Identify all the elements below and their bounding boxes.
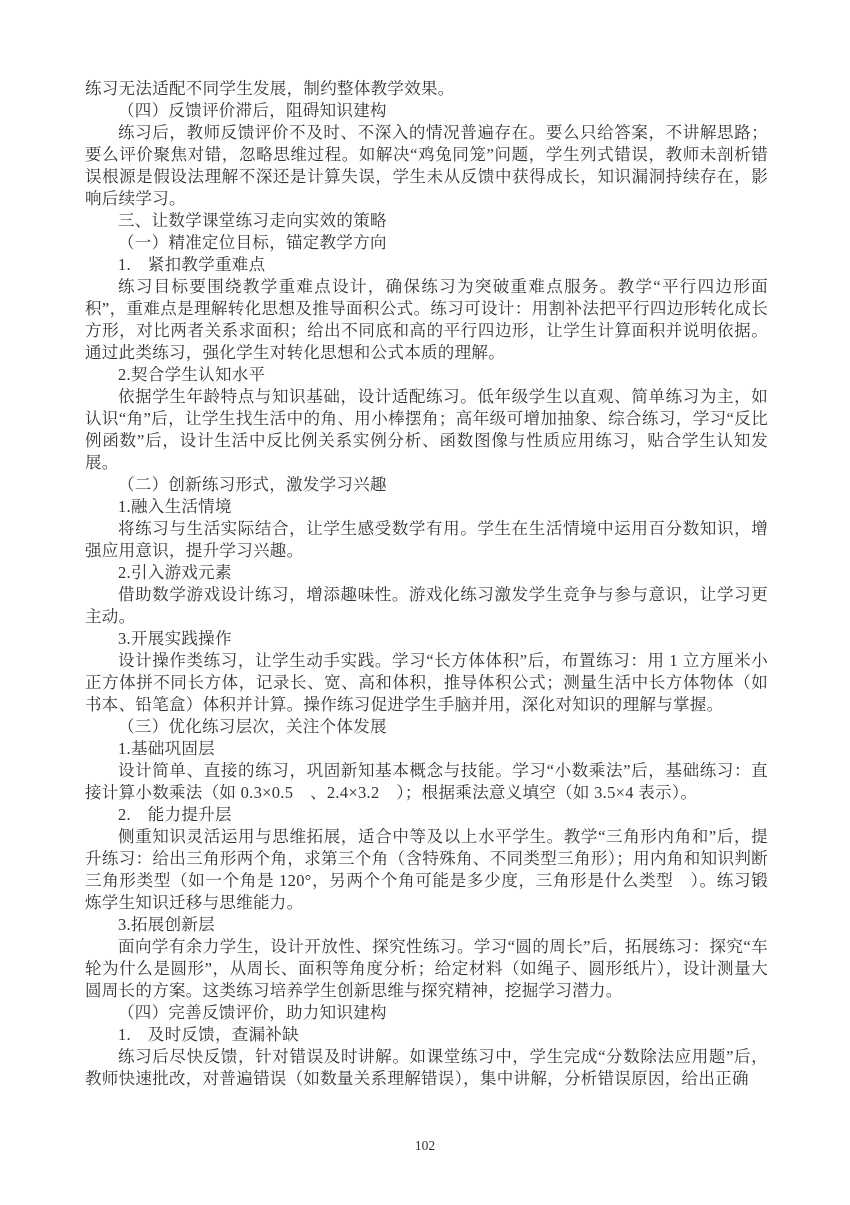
paragraph: 2.契合学生认知水平 xyxy=(118,365,266,384)
paragraph: 1.基础巩固层 xyxy=(118,739,215,758)
paragraph: 三、让数学课堂练习走向实效的策略 xyxy=(118,211,387,230)
paragraph: （四）反馈评价滞后，阻碍知识建构 xyxy=(118,101,387,120)
paragraph: 借助数学游戏设计练习，增添趣味性。游戏化练习激发学生竞争与参与意识，让学习更主动。 xyxy=(85,585,768,626)
paragraph: （二）创新练习形式，激发学习兴趣 xyxy=(118,475,387,494)
paragraph: 1. 紧扣教学重难点 xyxy=(118,255,266,274)
paragraph: （三）优化练习层次，关注个体发展 xyxy=(118,717,387,736)
paragraph: 依据学生年龄特点与知识基础，设计适配练习。低年级学生以直观、简单练习为主，如认识“角”后，让学生找生活中的角、用小棒摆角；高年级可增加抽象、综合练习，学习“反比例函数”后，设计生活中反比例关系实例分析、函数图像与性质应用练习，贴合学生认知发展。 xyxy=(85,387,768,472)
paragraph: 面向学有余力学生，设计开放性、探究性练习。学习“圆的周长”后，拓展练习：探究“车轮为什么是圆形”，从周长、面积等角度分析；给定材料（如绳子、圆形纸片），设计测量大圆周长的方案。这类练习培养学生创新思维与探究精神，挖掘学习潜力。 xyxy=(85,937,768,1000)
paragraph: 练习后，教师反馈评价不及时、不深入的情况普遍存在。要么只给答案，不讲解思路；要么评价聚焦对错，忽略思维过程。如解决“鸡兔同笼”问题，学生列式错误，教师未剖析错误根源是假设法理解不深还是计算失误，学生未从反馈中获得成长，知识漏洞持续存在，影响后续学习。 xyxy=(85,123,768,208)
paragraph: 侧重知识灵活运用与思维拓展，适合中等及以上水平学生。教学“三角形内角和”后，提升练习：给出三角形两个角，求第三个角（含特殊角、不同类型三角形）；用内角和知识判断三角形类型（如一个角是 120°，另两个个角可能是多少度，三角形是什么类型 ）。练习锻炼学生知识迁移与思维能力。 xyxy=(85,827,768,912)
paragraph: 练习无法适配不同学生发展，制约整体教学效果。 xyxy=(85,79,455,98)
document-body xyxy=(85,78,768,1090)
paragraph: （四）完善反馈评价，助力知识建构 xyxy=(118,1003,387,1022)
page-number: 102 xyxy=(414,1138,436,1153)
paragraph: 1.融入生活情境 xyxy=(118,497,232,516)
paragraph: 2. 能力提升层 xyxy=(118,805,232,824)
paragraph: 设计操作类练习，让学生动手实践。学习“长方体体积”后，布置练习：用 1 立方厘米小正方体拼不同长方体，记录长、宽、高和体积，推导体积公式；测量生活中长方体物体（如书本、铅笔盒）体积并计算。操作练习促进学生手脑并用，深化对知识的理解与掌握。 xyxy=(85,651,768,714)
paragraph: 练习后尽快反馈，针对错误及时讲解。如课堂练习中，学生完成“分数除法应用题”后，教师快速批改，对普遍错误（如数量关系理解错误），集中讲解，分析错误原因，给出正确 xyxy=(85,1047,768,1088)
paragraph: 练习目标要围绕教学重难点设计，确保练习为突破重难点服务。教学“平行四边形面积”，重难点是理解转化思想及推导面积公式。练习可设计：用割补法把平行四边形转化成长方形，对比两者关系求面积；给出不同底和高的平行四边形，让学生计算面积并说明依据。通过此类练习，强化学生对转化思想和公式本质的理解。 xyxy=(85,277,768,362)
paragraph: （一）精准定位目标，锚定教学方向 xyxy=(118,233,387,252)
paragraph: 将练习与生活实际结合，让学生感受数学有用。学生在生活情境中运用百分数知识，增强应用意识，提升学习兴趣。 xyxy=(85,519,768,560)
paragraph: 3.拓展创新层 xyxy=(118,915,215,934)
paragraph: 设计简单、直接的练习，巩固新知基本概念与技能。学习“小数乘法”后，基础练习：直接计算小数乘法（如 0.3×0.5 、2.4×3.2 ）；根据乘法意义填空（如 3.5×4 表示）。 xyxy=(85,761,768,802)
paragraph: 3.开展实践操作 xyxy=(118,629,232,648)
paragraph: 1. 及时反馈，查漏补缺 xyxy=(118,1025,299,1044)
paragraph: 2.引入游戏元素 xyxy=(118,563,232,582)
